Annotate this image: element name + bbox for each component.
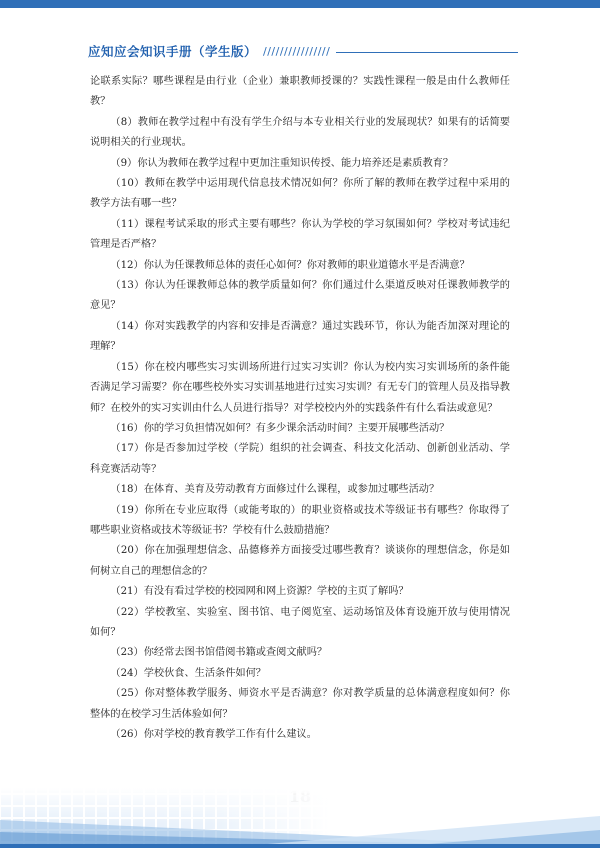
header-title: 应知应会知识手册（学生版） [88, 44, 258, 59]
paragraph: （11）课程考试采取的形式主要有哪些？你认为学校的学习氛围如何？学校对考试违纪管理是否严格？ [90, 218, 510, 251]
paragraph: 论联系实际？哪些课程是由行业（企业）兼职教师授课的？实践性课程一般是由什么教师任教？ [90, 76, 510, 108]
paragraph: （13）你认为任课教师总体的教学质量如何？你们通过什么渠道反映对任课教师教学的意见？ [90, 280, 510, 312]
paragraph: （19）你所在专业应取得（或能考取的）的职业资格或技术等级证书有哪些？你取得了哪些职业资格或技术等级证书？学校有什么鼓励措施？ [90, 504, 510, 536]
paragraph: （25）你对整体教学服务、师资水平是否满意？你对教学质量的总体满意程度如何？你整体的在校学习生活体验如何？ [90, 688, 510, 720]
footer-grid-pattern [0, 758, 600, 848]
header-slashes: //////////////// [263, 44, 331, 58]
paragraph: （10）教师在教学中运用现代信息技术情况如何？你所了解的教师在教学过程中采用的教学方法有哪一些？ [90, 178, 510, 210]
footer-decoration [0, 758, 600, 848]
header-rule [336, 52, 518, 53]
paragraph: （16）你的学习负担情况如何？有多少课余活动时间？主要开展哪些活动？ [110, 422, 450, 434]
paragraph: （22）学校教室、实验室、图书馆、电子阅览室、运动场馆及体育设施开放与使用情况如何？ [90, 606, 510, 638]
paragraph: （24）学校伙食、生活条件如何？ [110, 667, 266, 679]
paragraph: （9）你认为教师在教学过程中更加注重知识传授、能力培养还是素质教育？ [110, 157, 454, 169]
running-header [88, 41, 518, 61]
paragraph: （21）有没有看过学校的校园网和网上资源？学校的主页了解吗？ [110, 586, 409, 598]
paragraph: （12）你认为任课教师总体的责任心如何？你对教师的职业道德水平是否满意？ [110, 259, 470, 271]
paragraph: （26）你对学校的教育教学工作有什么建议。 [110, 729, 317, 740]
paragraph: （20）你在加强理想信念、品德修养方面接受过哪些教育？谈谈你的理想信念，你是如何树立自己的理想信念的？ [90, 545, 510, 577]
paragraph: （17）你是否参加过学校（学院）组织的社会调查、科技文化活动、创新创业活动、学科竞赛活动等？ [90, 443, 510, 475]
top-border [0, 0, 600, 8]
paragraph: （8）教师在教学过程中有没有学生介绍与本专业相关行业的发展现状？如果有的话简要说明相关的行业现状。 [90, 116, 510, 149]
paragraph: （15）你在校内哪些实习实训场所进行过实习实训？你认为校内实习实训场所的条件能否满足学习需要？你在哪些校外实习实训基地进行过实习实训？有无专门的管理人员及指导教师？在校外的实习实训由什么人员进行指导？对学校校内外的实践条件有什么看法或意见？ [90, 361, 510, 414]
body-text [90, 72, 510, 745]
paragraph: （18）在体育、美育及劳动教育方面修过什么课程，或参加过哪些活动？ [110, 484, 440, 496]
paragraph: （14）你对实践教学的内容和安排是否满意？通过实践环节，你认为能否加深对理论的理解？ [90, 320, 510, 353]
paragraph: （23）你经常去图书馆借阅书籍或查阅文献吗？ [110, 647, 328, 659]
